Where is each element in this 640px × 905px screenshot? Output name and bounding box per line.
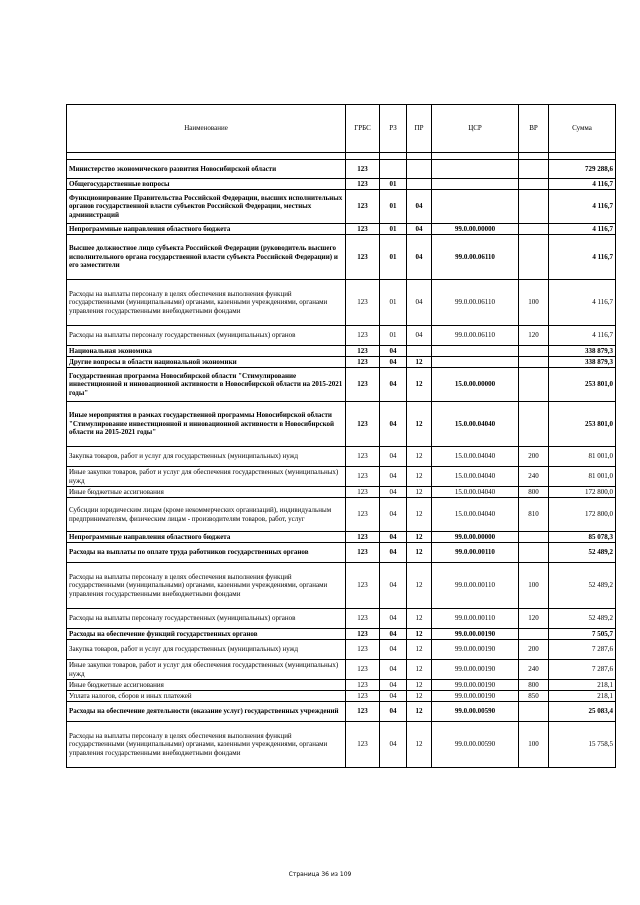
cell-rz [380, 160, 407, 179]
cell-name: Иные мероприятия в рамках государственной программы Новосибирской области "Стимулирование инвестиционной и инновационной активности в Новосибирской области на 2015-2021 годы" [67, 402, 346, 447]
cell-name: Государственная программа Новосибирской области "Стимулирование инвестиционной и инновационной активности в Новосибирской области на 2015-2021 годы" [67, 368, 346, 402]
cell-csr: 99.0.00.00190 [432, 640, 519, 660]
cell-vr: 100 [519, 563, 549, 609]
cell-csr [432, 190, 519, 224]
cell-grbs: 123 [346, 402, 380, 447]
cell-pr: 12 [407, 702, 432, 722]
cell-sum: 4 116,7 [549, 224, 616, 235]
cell-grbs: 123 [346, 160, 380, 179]
cell-grbs: 123 [346, 467, 380, 487]
cell-sum: 7 505,7 [549, 629, 616, 640]
cell-grbs: 123 [346, 702, 380, 722]
cell-pr: 12 [407, 402, 432, 447]
header-name: Наименование [67, 105, 346, 153]
cell-vr: 120 [519, 609, 549, 629]
cell-grbs: 123 [346, 532, 380, 543]
cell-rz: 01 [380, 326, 407, 346]
table-row [67, 357, 616, 368]
cell-pr: 12 [407, 722, 432, 768]
cell-pr: 12 [407, 532, 432, 543]
cell-rz: 04 [380, 357, 407, 368]
cell-pr: 04 [407, 235, 432, 280]
cell-csr [432, 357, 519, 368]
cell-grbs: 123 [346, 722, 380, 768]
cell-grbs: 123 [346, 326, 380, 346]
cell-csr: 99.0.00.06110 [432, 280, 519, 326]
table-row [67, 543, 616, 563]
table-row [67, 160, 616, 179]
cell-name: Субсидии юридическим лицам (кроме некоммерческих организаций), индивидуальным предпринимателям, физическим лицам - производителям товаров, работ, услуг [67, 498, 346, 532]
cell-vr [519, 543, 549, 563]
cell-rz: 04 [380, 368, 407, 402]
cell-csr: 15.0.00.04040 [432, 498, 519, 532]
cell-vr: 200 [519, 447, 549, 467]
cell-grbs: 123 [346, 190, 380, 224]
table-row [67, 467, 616, 487]
cell-name: Расходы на выплаты персоналу в целях обеспечения выполнения функций государственными (муниципальными) органами, казенными учреждениями, органами управления государственными внебюджетными фондами [67, 280, 346, 326]
table-row [67, 346, 616, 357]
header-grbs: ГРБС [346, 105, 380, 153]
cell-rz: 04 [380, 543, 407, 563]
cell-name: Непрограммные направления областного бюджета [67, 224, 346, 235]
cell-vr [519, 702, 549, 722]
header-sum: Сумма [549, 105, 616, 153]
cell-grbs: 123 [346, 563, 380, 609]
cell-sum: 4 116,7 [549, 326, 616, 346]
cell-rz: 04 [380, 346, 407, 357]
cell-name: Другие вопросы в области национальной экономики [67, 357, 346, 368]
cell-vr [519, 357, 549, 368]
cell-csr: 99.0.00.00190 [432, 660, 519, 680]
cell-vr [519, 368, 549, 402]
cell-pr [407, 346, 432, 357]
cell-csr [432, 160, 519, 179]
cell-sum: 218,1 [549, 680, 616, 691]
cell-rz: 04 [380, 640, 407, 660]
table-row [67, 691, 616, 702]
cell-sum: 81 001,0 [549, 447, 616, 467]
cell-sum: 15 758,5 [549, 722, 616, 768]
cell-pr: 12 [407, 543, 432, 563]
cell-grbs: 123 [346, 357, 380, 368]
cell-sum: 4 116,7 [549, 179, 616, 190]
cell-vr [519, 224, 549, 235]
table-row [67, 190, 616, 224]
cell-vr [519, 402, 549, 447]
cell-csr: 99.0.00.06110 [432, 235, 519, 280]
table-row [67, 447, 616, 467]
cell-rz: 04 [380, 609, 407, 629]
cell-sum: 172 800,0 [549, 487, 616, 498]
cell-pr: 12 [407, 467, 432, 487]
cell-grbs: 123 [346, 224, 380, 235]
table-row [67, 368, 616, 402]
cell-sum: 4 116,7 [549, 235, 616, 280]
cell-sum: 4 116,7 [549, 280, 616, 326]
cell-name: Расходы на выплаты персоналу в целях обеспечения выполнения функций государственными (муниципальными) органами, казенными учреждениями, органами управления государственными внебюджетными фондами [67, 563, 346, 609]
cell-csr [432, 346, 519, 357]
cell-name: Иные закупки товаров, работ и услуг для обеспечения государственных (муниципальных) нужд [67, 660, 346, 680]
cell-rz: 04 [380, 563, 407, 609]
cell-rz: 04 [380, 498, 407, 532]
cell-vr: 810 [519, 498, 549, 532]
cell-rz: 04 [380, 660, 407, 680]
cell-vr [519, 532, 549, 543]
header-rz: РЗ [380, 105, 407, 153]
cell-vr: 120 [519, 326, 549, 346]
cell-csr: 99.0.00.06110 [432, 326, 519, 346]
cell-grbs: 123 [346, 487, 380, 498]
header-vr: ВР [519, 105, 549, 153]
table-row [67, 326, 616, 346]
table-row [67, 629, 616, 640]
cell-sum: 7 287,6 [549, 640, 616, 660]
cell-vr [519, 629, 549, 640]
cell-vr: 800 [519, 680, 549, 691]
cell-pr: 12 [407, 447, 432, 467]
cell-csr: 99.0.00.00110 [432, 563, 519, 609]
table-row [67, 702, 616, 722]
cell-sum: 172 800,0 [549, 498, 616, 532]
cell-rz: 01 [380, 224, 407, 235]
table-row [67, 280, 616, 326]
cell-pr: 12 [407, 691, 432, 702]
cell-grbs: 123 [346, 640, 380, 660]
table-row [67, 680, 616, 691]
table-row [67, 563, 616, 609]
cell-csr: 15.0.00.04040 [432, 467, 519, 487]
cell-vr: 100 [519, 280, 549, 326]
cell-rz: 04 [380, 532, 407, 543]
cell-pr: 12 [407, 357, 432, 368]
cell-csr: 99.0.00.00190 [432, 691, 519, 702]
cell-grbs: 123 [346, 179, 380, 190]
cell-vr [519, 346, 549, 357]
cell-grbs: 123 [346, 543, 380, 563]
cell-csr: 99.0.00.00110 [432, 543, 519, 563]
cell-rz: 04 [380, 467, 407, 487]
table-row [67, 487, 616, 498]
cell-grbs: 123 [346, 447, 380, 467]
cell-rz: 01 [380, 179, 407, 190]
cell-rz: 04 [380, 680, 407, 691]
cell-vr: 240 [519, 660, 549, 680]
cell-vr [519, 160, 549, 179]
cell-pr: 12 [407, 660, 432, 680]
cell-name: Иные бюджетные ассигнования [67, 487, 346, 498]
cell-vr [519, 235, 549, 280]
cell-vr [519, 190, 549, 224]
cell-vr: 200 [519, 640, 549, 660]
table-row [67, 660, 616, 680]
cell-sum: 338 879,3 [549, 346, 616, 357]
cell-pr: 12 [407, 368, 432, 402]
cell-pr: 12 [407, 498, 432, 532]
cell-sum: 253 801,0 [549, 368, 616, 402]
table-row [67, 179, 616, 190]
cell-grbs: 123 [346, 691, 380, 702]
cell-csr [432, 179, 519, 190]
cell-pr: 04 [407, 326, 432, 346]
cell-csr: 15.0.00.04040 [432, 447, 519, 467]
cell-name: Закупка товаров, работ и услуг для государственных (муниципальных) нужд [67, 640, 346, 660]
cell-csr: 99.0.00.00590 [432, 702, 519, 722]
table-row [67, 722, 616, 768]
cell-pr: 04 [407, 280, 432, 326]
table-row [67, 640, 616, 660]
cell-pr: 12 [407, 680, 432, 691]
cell-name: Расходы на выплаты персоналу государственных (муниципальных) органов [67, 326, 346, 346]
cell-grbs: 123 [346, 280, 380, 326]
cell-grbs: 123 [346, 680, 380, 691]
cell-vr: 240 [519, 467, 549, 487]
header-separator-row [67, 153, 616, 160]
cell-vr: 800 [519, 487, 549, 498]
cell-pr: 12 [407, 609, 432, 629]
cell-pr: 12 [407, 487, 432, 498]
cell-rz: 04 [380, 402, 407, 447]
cell-csr: 99.0.00.00190 [432, 680, 519, 691]
table-row [67, 402, 616, 447]
cell-name: Расходы на обеспечение функций государственных органов [67, 629, 346, 640]
cell-sum: 4 116,7 [549, 190, 616, 224]
cell-pr: 04 [407, 190, 432, 224]
cell-sum: 7 287,6 [549, 660, 616, 680]
table-row [67, 235, 616, 280]
cell-grbs: 123 [346, 235, 380, 280]
cell-pr: 12 [407, 563, 432, 609]
cell-rz: 01 [380, 280, 407, 326]
cell-sum: 25 083,4 [549, 702, 616, 722]
cell-name: Расходы на обеспечение деятельности (оказание услуг) государственных учреждений [67, 702, 346, 722]
cell-rz: 04 [380, 487, 407, 498]
cell-csr: 99.0.00.00000 [432, 224, 519, 235]
cell-name: Непрограммные направления областного бюджета [67, 532, 346, 543]
cell-pr [407, 160, 432, 179]
cell-sum: 85 078,3 [549, 532, 616, 543]
cell-pr [407, 179, 432, 190]
budget-table [66, 104, 616, 768]
table-header-row [67, 105, 616, 153]
cell-vr [519, 179, 549, 190]
cell-csr: 15.0.00.00000 [432, 368, 519, 402]
cell-rz: 04 [380, 691, 407, 702]
cell-name: Закупка товаров, работ и услуг для государственных (муниципальных) нужд [67, 447, 346, 467]
cell-pr: 12 [407, 629, 432, 640]
cell-name: Иные закупки товаров, работ и услуг для обеспечения государственных (муниципальных) нужд [67, 467, 346, 487]
cell-grbs: 123 [346, 346, 380, 357]
cell-name: Уплата налогов, сборов и иных платежей [67, 691, 346, 702]
cell-name: Расходы на выплаты по оплате труда работников государственных органов [67, 543, 346, 563]
cell-name: Иные бюджетные ассигнования [67, 680, 346, 691]
cell-rz: 01 [380, 190, 407, 224]
table-row [67, 224, 616, 235]
cell-name: Расходы на выплаты персоналу государственных (муниципальных) органов [67, 609, 346, 629]
cell-pr: 04 [407, 224, 432, 235]
cell-name: Функционирование Правительства Российской Федерации, высших исполнительных органов государственной власти субъектов Российской Федерации, местных администраций [67, 190, 346, 224]
cell-sum: 253 801,0 [549, 402, 616, 447]
cell-sum: 218,1 [549, 691, 616, 702]
cell-rz: 04 [380, 447, 407, 467]
cell-rz: 04 [380, 702, 407, 722]
cell-sum: 338 879,3 [549, 357, 616, 368]
cell-vr: 100 [519, 722, 549, 768]
cell-sum: 52 489,2 [549, 543, 616, 563]
cell-rz: 04 [380, 722, 407, 768]
cell-sum: 81 001,0 [549, 467, 616, 487]
table-row [67, 532, 616, 543]
cell-name: Расходы на выплаты персоналу в целях обеспечения выполнения функций государственными (муниципальными) органами, казенными учреждениями, органами управления государственными внебюджетными фондами [67, 722, 346, 768]
cell-csr: 15.0.00.04040 [432, 487, 519, 498]
cell-csr: 99.0.00.00190 [432, 629, 519, 640]
cell-grbs: 123 [346, 498, 380, 532]
cell-grbs: 123 [346, 629, 380, 640]
cell-csr: 99.0.00.00110 [432, 609, 519, 629]
cell-sum: 52 489,2 [549, 563, 616, 609]
cell-grbs: 123 [346, 660, 380, 680]
cell-vr: 850 [519, 691, 549, 702]
cell-name: Высшее должностное лицо субъекта Российской Федерации (руководитель высшего исполнительного органа государственной власти субъекта Российской Федерации) и его заместители [67, 235, 346, 280]
cell-grbs: 123 [346, 609, 380, 629]
header-csr: ЦСР [432, 105, 519, 153]
cell-rz: 04 [380, 629, 407, 640]
table-body [67, 160, 616, 768]
cell-pr: 12 [407, 640, 432, 660]
cell-csr: 99.0.00.00000 [432, 532, 519, 543]
cell-name: Министерство экономического развития Новосибирской области [67, 160, 346, 179]
cell-sum: 52 489,2 [549, 609, 616, 629]
header-pr: ПР [407, 105, 432, 153]
cell-name: Общегосударственные вопросы [67, 179, 346, 190]
cell-grbs: 123 [346, 368, 380, 402]
page-number: Страница 36 из 109 [288, 871, 352, 878]
cell-csr: 99.0.00.00590 [432, 722, 519, 768]
table-row [67, 498, 616, 532]
cell-sum: 729 288,6 [549, 160, 616, 179]
cell-name: Национальная экономика [67, 346, 346, 357]
cell-rz: 01 [380, 235, 407, 280]
table-row [67, 609, 616, 629]
cell-csr: 15.0.00.04040 [432, 402, 519, 447]
